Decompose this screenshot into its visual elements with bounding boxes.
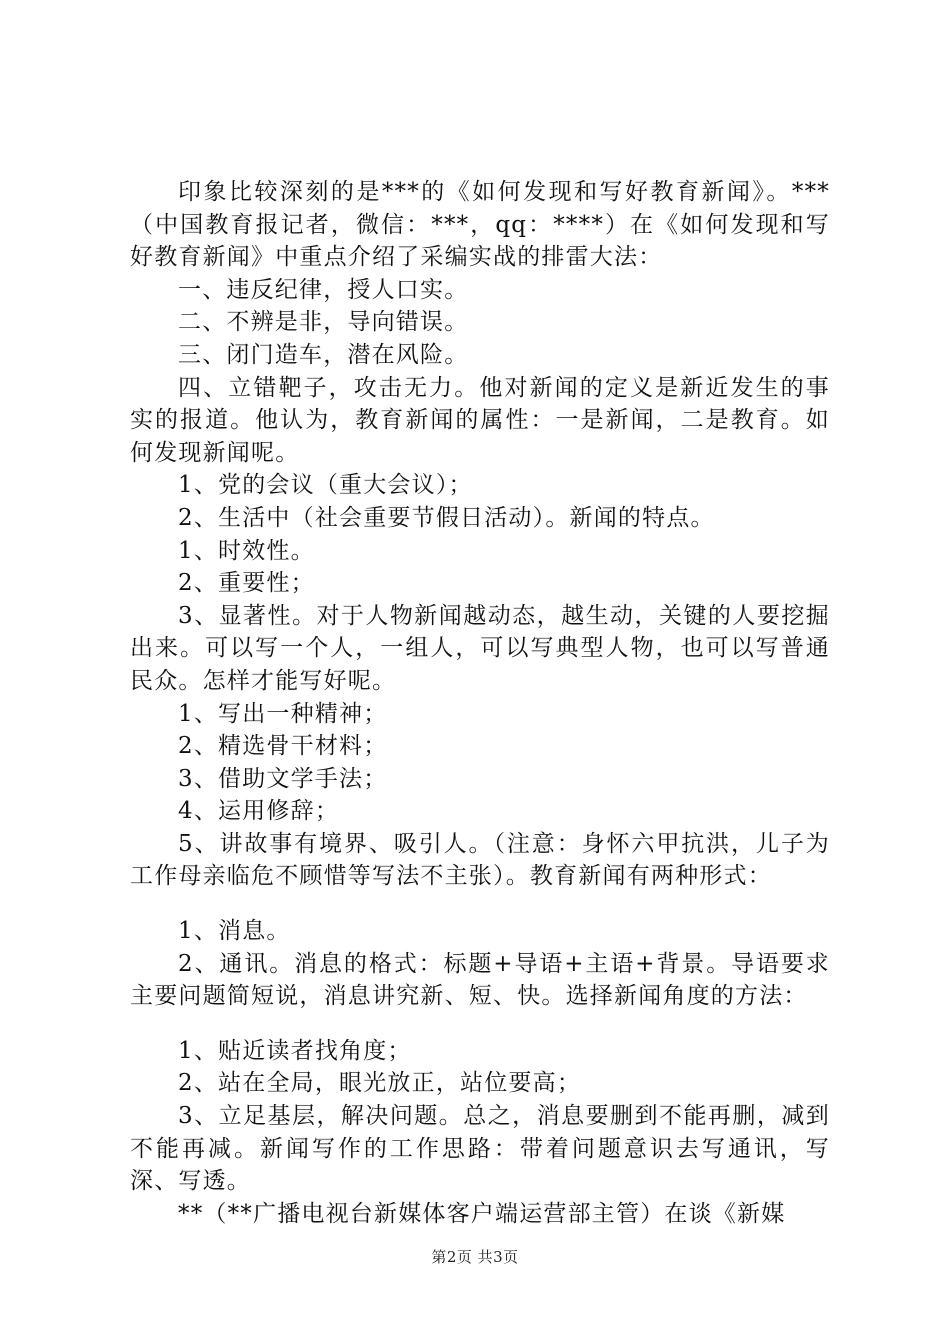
paragraph: 二、不辨是非，导向错误。 — [178, 309, 469, 336]
paragraph: 2、生活中（社会重要节假日活动）。新闻的特点。 — [178, 504, 715, 531]
paragraph: 一、违反纪律，授人口实。 — [178, 276, 469, 303]
paragraph: 3、显著性。对于人物新闻越动态，越生动，关键的人要挖掘出来。可以写一个人，一组人，可以写典型人物，也可以写普通民众。怎样才能写好呢。 — [130, 602, 830, 694]
paragraph: **（**广播电视台新媒体客户端运营部主管）在谈《新媒 — [178, 1200, 786, 1227]
paragraph: 3、借助文学手法； — [178, 765, 388, 792]
paragraph: 1、消息。 — [178, 918, 291, 945]
paragraph: 2、站在全局，眼光放正，站位要高； — [178, 1070, 582, 1097]
paragraph: 4、运用修辞； — [178, 798, 340, 825]
paragraph: 1、写出一种精神； — [178, 700, 388, 727]
paragraph: 印象比较深刻的是***的《如何发现和写好教育新闻》。***（中国教育报记者，微信：***，qq：****）在《如何发现和写好教育新闻》中重点介绍了采编实战的排雷大法： — [130, 179, 830, 271]
paragraph: 三、闭门造车，潜在风险。 — [178, 341, 469, 368]
paragraph-gap — [130, 1013, 830, 1035]
paragraph: 1、贴近读者找角度； — [178, 1037, 412, 1064]
paragraph: 2、精选骨干材料； — [178, 733, 388, 760]
page-number: 第2页 共3页 — [431, 1248, 519, 1266]
paragraph: 5、讲故事有境界、吸引人。（注意：身怀六甲抗洪，儿子为工作母亲临危不顾惜等写法不主张）。教育新闻有两种形式： — [130, 830, 830, 890]
paragraph: 四、立错靶子，攻击无力。他对新闻的定义是新近发生的事实的报道。他认为，教育新闻的属性：一是新闻，二是教育。如何发现新闻呢。 — [130, 374, 830, 466]
paragraph: 1、党的会议（重大会议）； — [178, 472, 473, 499]
page-footer — [0, 1246, 950, 1267]
paragraph: 2、通讯。消息的格式：标题+导语+主语+背景。导语要求主要问题简短说，消息讲究新、短、快。选择新闻角度的方法： — [130, 950, 830, 1010]
body-text — [130, 176, 830, 1230]
paragraph-gap — [130, 893, 830, 915]
paragraph: 2、重要性； — [178, 570, 315, 597]
paragraph: 1、时效性。 — [178, 537, 315, 564]
paragraph: 3、立足基层，解决问题。总之，消息要删到不能再删，减到不能再减。新闻写作的工作思路：带着问题意识去写通讯，写深、写透。 — [130, 1103, 830, 1195]
